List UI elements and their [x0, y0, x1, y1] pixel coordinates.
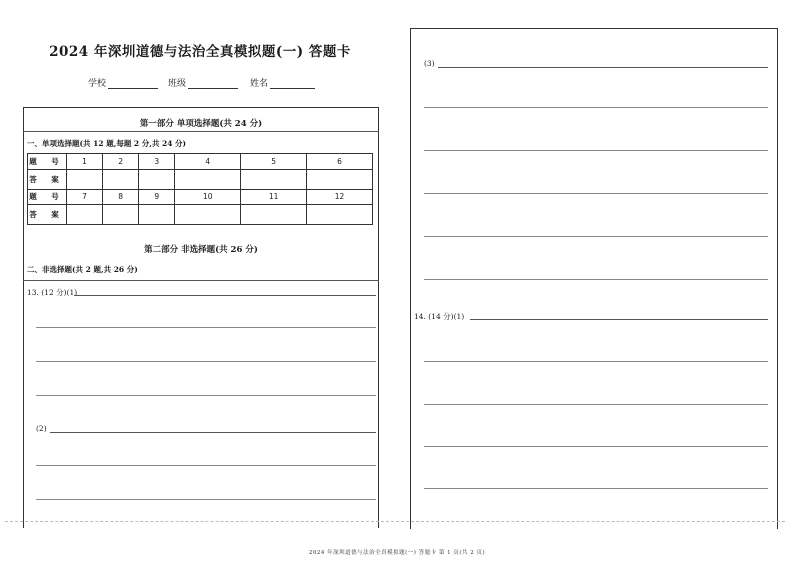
answer-line[interactable]	[50, 432, 376, 433]
row-number-label: 题 号	[28, 154, 67, 170]
answer-line[interactable]	[424, 404, 768, 405]
question-number: 4	[175, 154, 241, 170]
divider	[23, 131, 379, 132]
answer-line[interactable]	[424, 279, 768, 280]
name-label: 姓名	[250, 79, 269, 89]
answer-line[interactable]	[36, 395, 376, 396]
q13-sub3-label: (3)	[424, 59, 435, 68]
answer-cell[interactable]	[241, 169, 307, 189]
school-field[interactable]	[88, 76, 158, 89]
part2-instruction: 二、非选择题(共 2 题,共 26 分)	[27, 265, 138, 274]
table-row	[28, 205, 373, 225]
answer-cell[interactable]	[175, 205, 241, 225]
class-label: 班级	[168, 79, 187, 89]
question-number: 2	[103, 154, 139, 170]
answer-cell[interactable]	[103, 169, 139, 189]
question-number: 3	[139, 154, 175, 170]
answer-line[interactable]	[424, 361, 768, 362]
answer-line[interactable]	[438, 67, 768, 68]
question-number: 6	[307, 154, 373, 170]
name-field[interactable]	[250, 76, 315, 89]
q13-heading: 13. (12 分)(1)	[27, 288, 78, 297]
question-number: 12	[307, 189, 373, 205]
answer-line[interactable]	[74, 295, 376, 296]
fold-line	[5, 521, 785, 522]
answer-line[interactable]	[424, 236, 768, 237]
part1-title: 第一部分 单项选择题(共 24 分)	[139, 119, 263, 129]
school-blank[interactable]	[108, 78, 158, 89]
answer-cell[interactable]	[139, 169, 175, 189]
answer-line[interactable]	[36, 499, 376, 500]
question-number: 11	[241, 189, 307, 205]
answer-cell[interactable]	[175, 169, 241, 189]
question-number: 9	[139, 189, 175, 205]
answer-cell[interactable]	[139, 205, 175, 225]
answer-line[interactable]	[36, 327, 376, 328]
answer-cell[interactable]	[67, 169, 103, 189]
answer-cell[interactable]	[67, 205, 103, 225]
table-row	[28, 189, 373, 205]
answer-line[interactable]	[424, 107, 768, 108]
page-footer: 2024 年深圳道德与法治全真模拟题(一) 答题卡 第 1 页(共 2 页)	[308, 550, 486, 556]
part1-instruction: 一、单项选择题(共 12 题,每题 2 分,共 24 分)	[27, 139, 187, 148]
row-number-label: 题 号	[28, 189, 67, 205]
question-number: 5	[241, 154, 307, 170]
answer-line[interactable]	[424, 150, 768, 151]
answer-line[interactable]	[36, 465, 376, 466]
table-row	[28, 154, 373, 170]
answer-line[interactable]	[470, 319, 768, 320]
part2-title: 第二部分 非选择题(共 26 分)	[144, 245, 258, 255]
question-number: 1	[67, 154, 103, 170]
class-field[interactable]	[168, 76, 238, 89]
divider	[23, 280, 379, 281]
answer-line[interactable]	[424, 488, 768, 489]
row-answer-label: 答 案	[28, 205, 67, 225]
answer-line[interactable]	[424, 193, 768, 194]
answer-cell[interactable]	[241, 205, 307, 225]
question-number: 7	[67, 189, 103, 205]
page-title: 2024 年深圳道德与法治全真模拟题(一) 答题卡	[49, 44, 351, 60]
multiple-choice-grid	[27, 153, 373, 225]
name-blank[interactable]	[270, 78, 315, 89]
class-blank[interactable]	[188, 78, 238, 89]
question-number: 8	[103, 189, 139, 205]
school-label: 学校	[88, 79, 107, 89]
q14-heading: 14. (14 分)(1)	[414, 312, 465, 321]
q13-sub2-label: (2)	[36, 424, 47, 433]
answer-cell[interactable]	[307, 205, 373, 225]
answer-cell[interactable]	[307, 169, 373, 189]
table-row	[28, 169, 373, 189]
answer-cell[interactable]	[103, 205, 139, 225]
question-number: 10	[175, 189, 241, 205]
row-answer-label: 答 案	[28, 169, 67, 189]
answer-line[interactable]	[36, 361, 376, 362]
answer-line[interactable]	[424, 446, 768, 447]
